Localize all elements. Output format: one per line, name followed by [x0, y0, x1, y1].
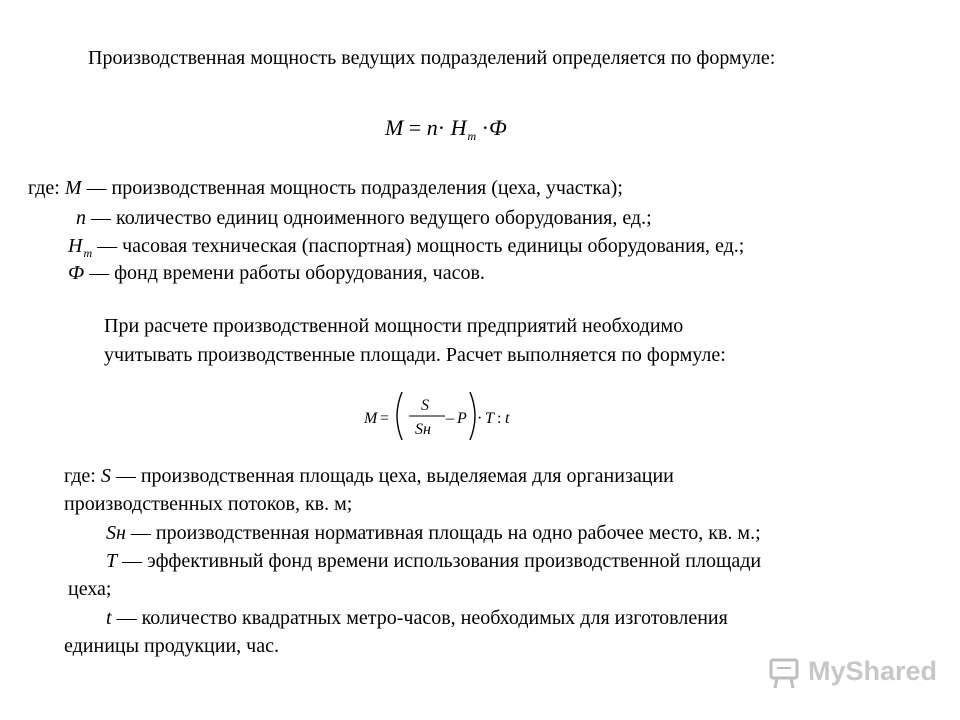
formula-eq: = [408, 115, 422, 140]
definition-s-continued: производственных потоков, кв. м; [64, 493, 353, 515]
definition-symbol: Ф [68, 262, 85, 284]
definition-text: — производственная нормативная площадь на одно рабочее место, кв. м.; [130, 522, 761, 544]
definition-symbol: Sн [106, 522, 126, 544]
definition-text: — производственная площадь цеха, выделяемая для организации [115, 465, 674, 487]
presentation-board-icon [768, 657, 802, 691]
paragraph-line-2: учитывать производственные площади. Расчет выполняется по формуле: [104, 344, 726, 366]
formula-colon: : [497, 410, 502, 427]
definition-n [76, 206, 652, 230]
formula-denominator: Sн [415, 421, 431, 438]
definition-text: — количество единиц одноименного ведущего оборудования, ед.; [91, 207, 652, 229]
formula-t-upper: T [485, 410, 494, 427]
formula-h: H [450, 115, 467, 140]
definition-symbol: n [76, 207, 86, 229]
definition-m [28, 176, 623, 200]
formula-t-lower: t [505, 410, 510, 427]
definition-symbol-sub: m [83, 246, 93, 260]
definition-f [68, 261, 485, 285]
formula-dot: · [477, 410, 483, 427]
definition-text: — фонд времени работы оборудования, часов. [89, 262, 485, 284]
definition-s [64, 464, 674, 488]
formula-area [360, 388, 540, 444]
definition-lead: где: [28, 177, 60, 199]
definition-text: — количество квадратных метро-часов, необходимых для изготовления [116, 607, 728, 629]
formula-eq: = [380, 410, 390, 427]
heading: Производственная мощность ведущих подразделений определяется по формуле: [88, 47, 776, 69]
watermark-text: MyShared [808, 656, 938, 686]
definition-text: — производственная мощность подразделения (цеха, участка); [86, 177, 623, 199]
paragraph-line-1: При расчете производственной мощности предприятий необходимо [104, 315, 684, 337]
formula-p: P [457, 410, 467, 427]
definition-t-lower-continued: единицы продукции, час. [64, 635, 279, 657]
definition-symbol: T [106, 550, 118, 572]
definition-symbol: M [64, 177, 82, 199]
formula-dot: · [437, 115, 446, 140]
formula-left-paren [397, 392, 402, 440]
definition-symbol: S [100, 465, 111, 487]
formula-h-sub: m [467, 129, 477, 143]
formula-n: n [426, 115, 438, 140]
definition-t-upper-continued: цеха; [68, 578, 112, 600]
formula-minus: – [446, 410, 454, 427]
definition-sn [106, 521, 761, 545]
definition-t-lower [106, 606, 728, 630]
definition-t-upper [106, 549, 761, 573]
definition-text: — часовая техническая (паспортная) мощность единицы оборудования, ед.; [97, 235, 745, 257]
formula-f: Ф [488, 115, 507, 140]
formula-capacity [385, 115, 507, 144]
definition-text: — эффективный фонд времени использования производственной площади [122, 550, 762, 572]
formula-dot: · [481, 115, 489, 140]
watermark-logo [768, 654, 938, 694]
formula-lhs: M [385, 115, 404, 140]
formula-right-paren [470, 392, 475, 440]
formula-numerator: S [421, 397, 429, 414]
definition-symbol: t [106, 607, 112, 629]
definition-lead: где: [64, 465, 96, 487]
definition-symbol: H [68, 235, 83, 257]
formula-lhs: M [364, 410, 378, 427]
